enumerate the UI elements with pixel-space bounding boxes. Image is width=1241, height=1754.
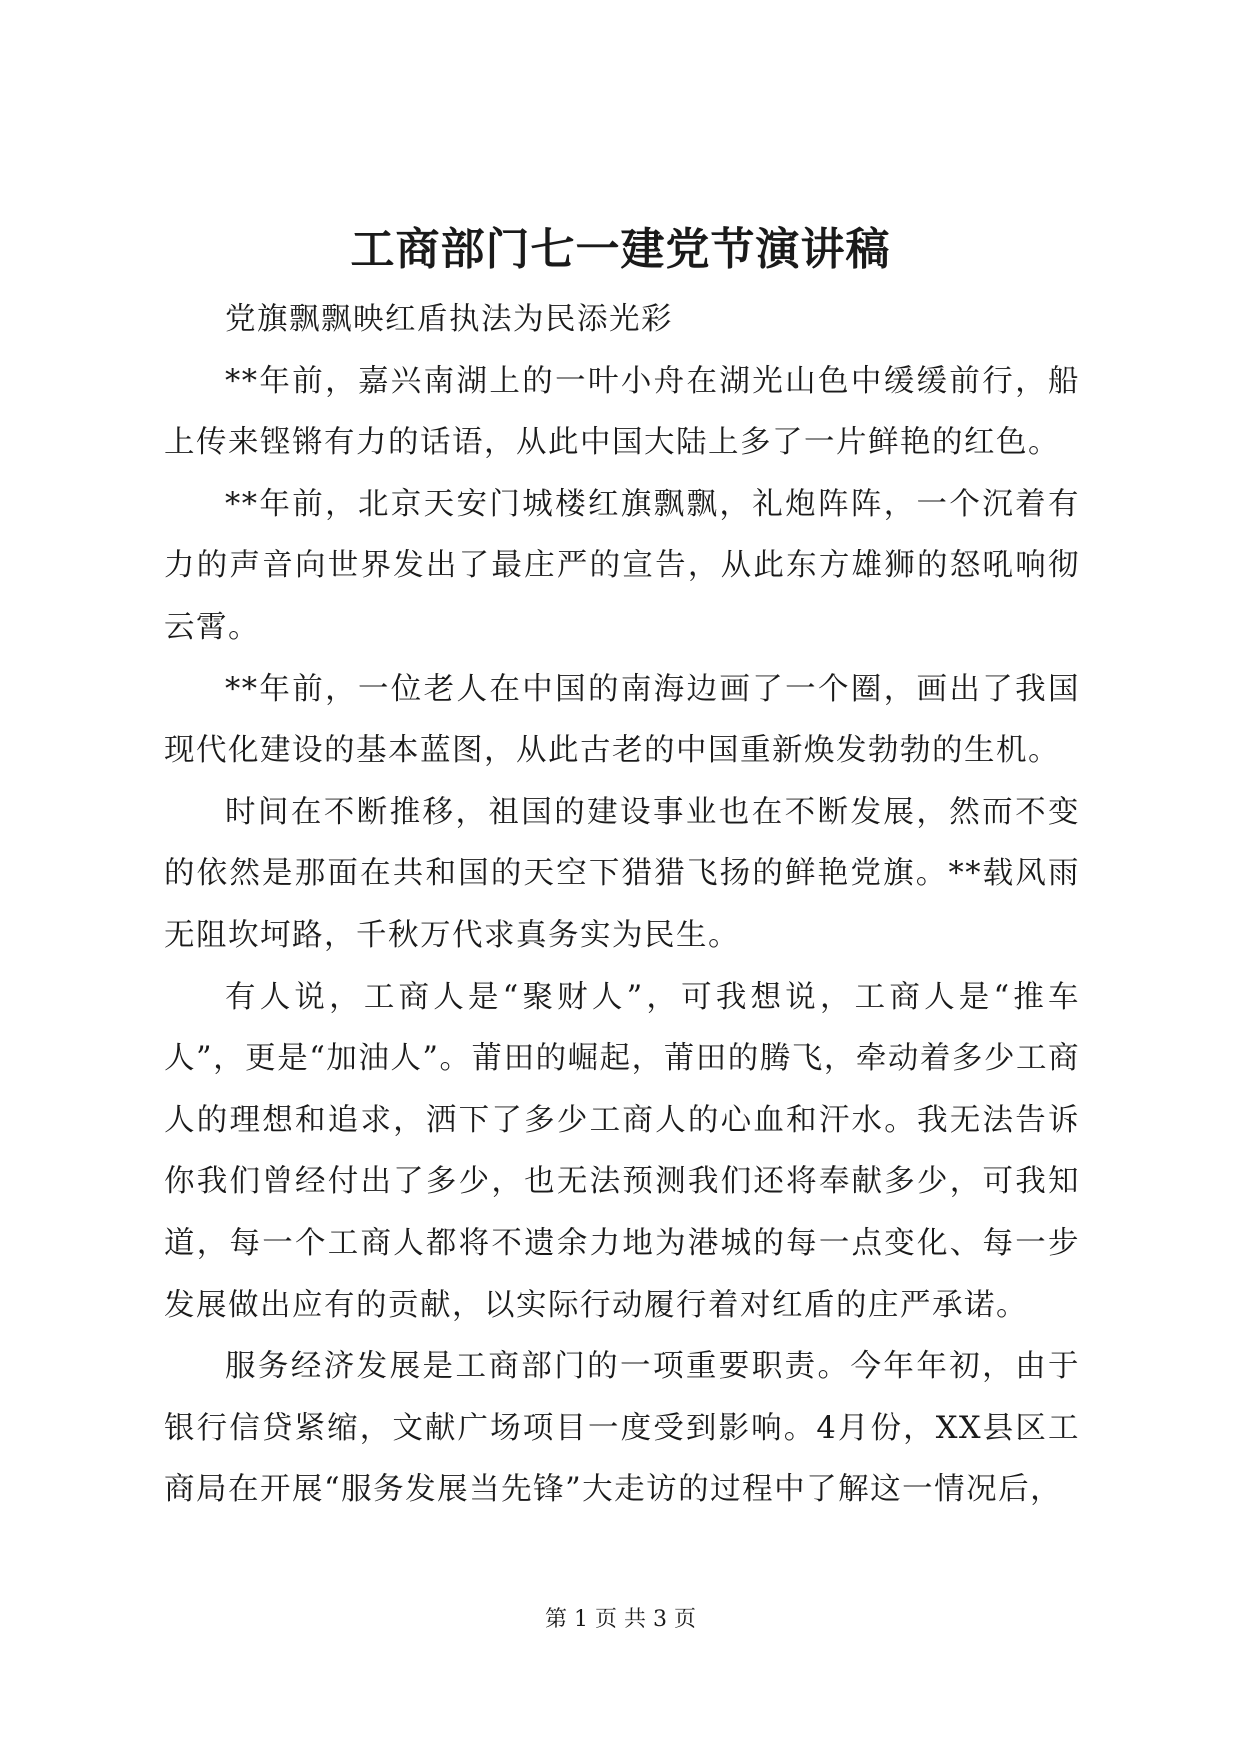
document-body	[164, 289, 1080, 1521]
body-paragraph: **年前，一位老人在中国的南海边画了一个圈，画出了我国现代化建设的基本蓝图，从此古老的中国重新焕发勃勃的生机。	[164, 671, 1080, 769]
document-title: 工商部门七一建党节演讲稿	[350, 224, 891, 275]
body-paragraph: 有人说，工商人是“聚财人”，可我想说，工商人是“推车人”，更是“加油人”。莆田的崛起，莆田的腾飞，牵动着多少工商人的理想和追求，洒下了多少工商人的心血和汗水。我无法告诉你我们曾经付出了多少，也无法预测我们还将奉献多少，可我知道，每一个工商人都将不遗余力地为港城的每一点变化、每一步发展做出应有的贡献，以实际行动履行着对红盾的庄严承诺。	[164, 979, 1080, 1323]
page-number-footer: 第 1 页 共 3 页	[545, 1607, 696, 1632]
body-paragraph: 服务经济发展是工商部门的一项重要职责。今年年初，由于银行信贷紧缩，文献广场项目一度受到影响。4月份，XX县区工商局在开展“服务发展当先锋”大走访的过程中了解这一情况后，	[164, 1349, 1080, 1508]
subtitle-paragraph: 党旗飘飘映红盾执法为民添光彩	[225, 302, 673, 337]
body-paragraph: 时间在不断推移，祖国的建设事业也在不断发展，然而不变的依然是那面在共和国的天空下猎猎飞扬的鲜艳党旗。**载风雨无阻坎坷路，千秋万代求真务实为民生。	[164, 794, 1080, 953]
body-paragraph: **年前，嘉兴南湖上的一叶小舟在湖光山色中缓缓前行，船上传来铿锵有力的话语，从此中国大陆上多了一片鲜艳的红色。	[164, 363, 1080, 461]
body-paragraph: **年前，北京天安门城楼红旗飘飘，礼炮阵阵，一个沉着有力的声音向世界发出了最庄严的宣告，从此东方雄狮的怒吼响彻云霄。	[164, 486, 1080, 645]
